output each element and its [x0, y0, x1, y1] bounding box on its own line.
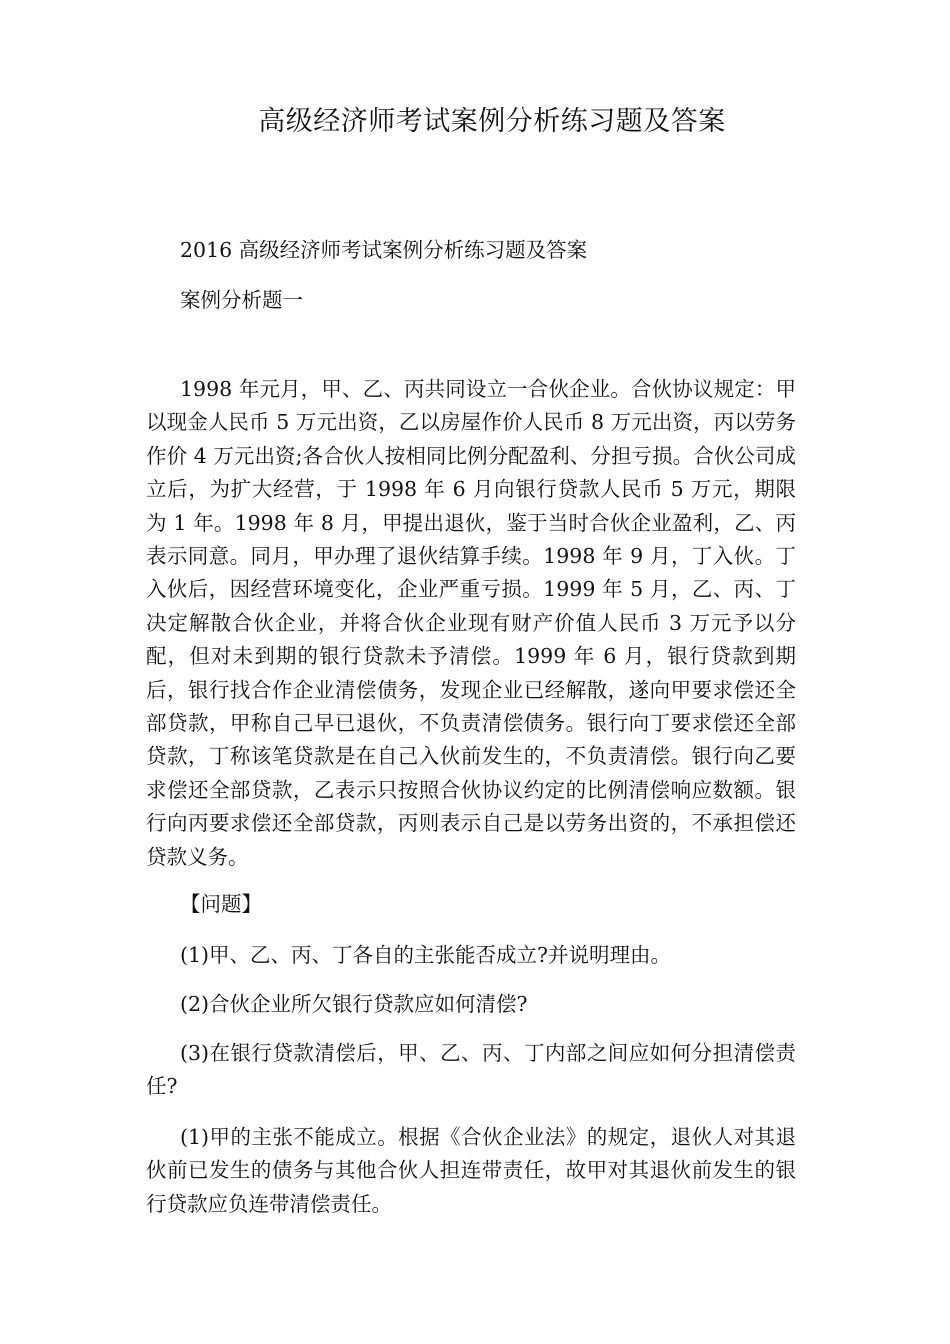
answer-1: (1)甲的主张不能成立。根据《合伙企业法》的规定，退伙人对其退伙前已发生的债务与其他合伙人担连带责任，故甲对其退伙前发生的银行贷款应负连带清偿责任。 [146, 1125, 796, 1216]
case-heading: 案例分析题一 [180, 288, 303, 312]
case-body-paragraph: 1998 年元月，甲、乙、丙共同设立一合伙企业。合伙协议规定：甲以现金人民币 5 万元出资，乙以房屋作价人民币 8 万元出资，丙以劳务作价 4 万元出资;各合伙人按相同比例分配盈利、分担亏损。合伙公司成立后，为扩大经营，于 1998 年 6 月向银行贷款人民币 5 万元，期限为 1 年。1998 年 8 月，甲提出退伙，鉴于当时合伙企业盈利，乙、丙表示同意。同月，甲办理了退伙结算手续。1998 年 9 月，丁入伙。丁入伙后，因经营环境变化，企业严重亏损。1999 年 5 月，乙、丙、丁决定解散合伙企业，并将合伙企业现有财产价值人民币 3 万元予以分配，但对未到期的银行贷款未予清偿。1999 年 6 月，银行贷款到期后，银行找合作企业清偿债务，发现企业已经解散，遂向甲要求偿还全部贷款，甲称自己早已退伙，不负责清偿债务。银行向丁要求偿还全部贷款，丁称该笔贷款是在自己入伙前发生的，不负责清偿。银行向乙要求偿还全部贷款，乙表示只按照合伙协议约定的比例清偿响应数额。银行向丙要求偿还全部贷款，丙则表示自己是以劳务出资的，不承担偿还贷款义务。 [146, 377, 796, 869]
document-title: 高级经济师考试案例分析练习题及答案 [258, 106, 726, 137]
document-subtitle: 2016 高级经济师考试案例分析练习题及答案 [180, 238, 588, 262]
question-heading: 【问题】 [180, 892, 262, 916]
question-1: (1)甲、乙、丙、丁各自的主张能否成立?并说明理由。 [180, 943, 672, 967]
question-2: (2)合伙企业所欠银行贷款应如何清偿? [180, 992, 528, 1016]
question-3: (3)在银行贷款清偿后，甲、乙、丙、丁内部之间应如何分担清偿责任? [146, 1041, 796, 1099]
